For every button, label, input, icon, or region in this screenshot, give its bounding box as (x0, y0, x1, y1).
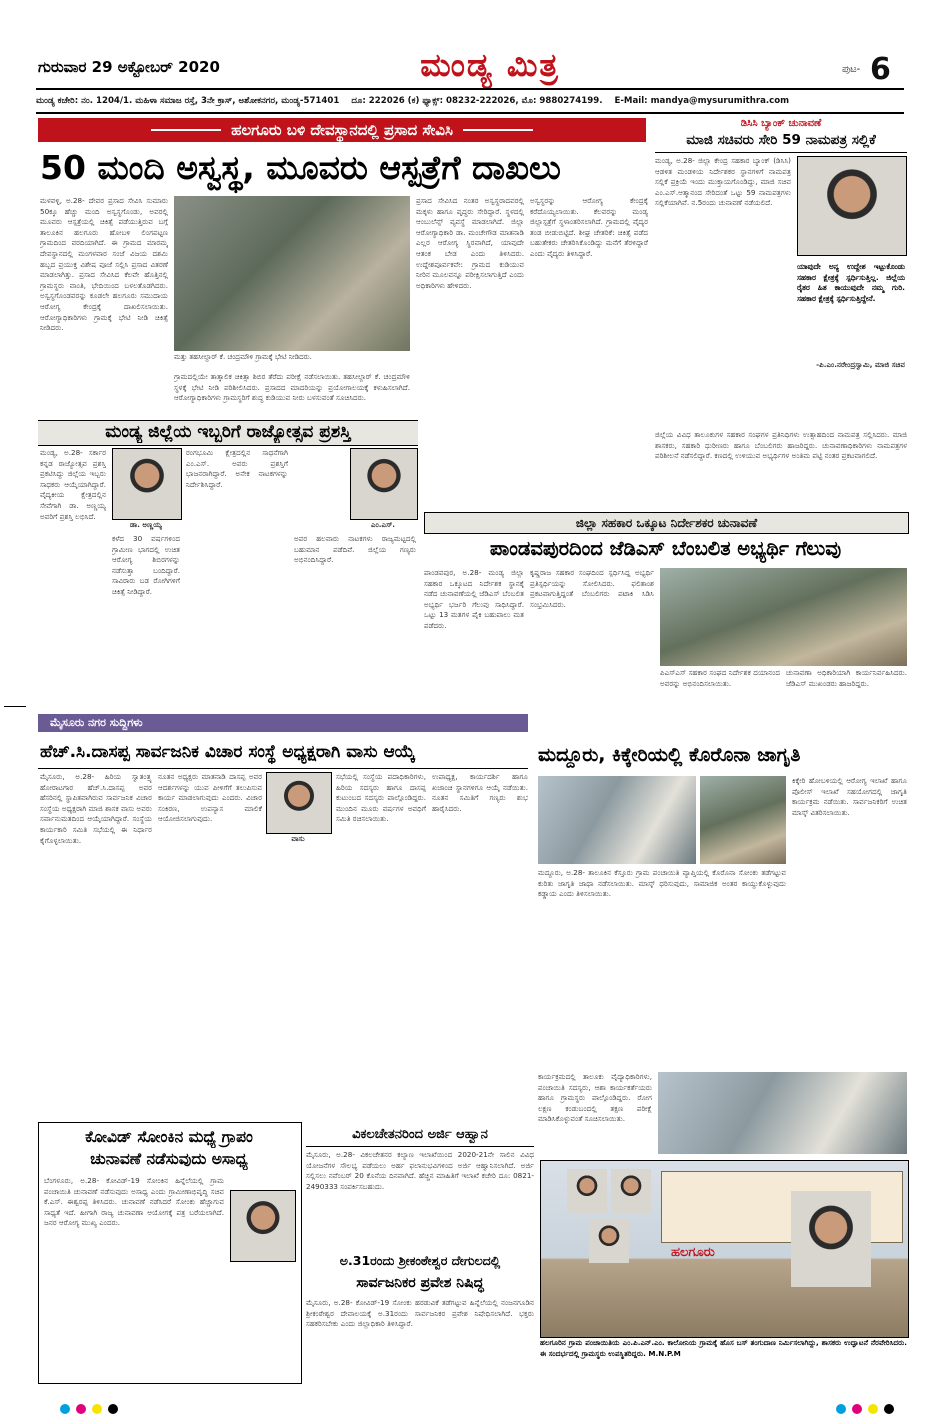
corona-headline: ಮದ್ದೂರು, ಕಿಕ್ಕೇರಿಯಲ್ಲಿ ಕೊರೊನಾ ಜಾಗೃತಿ (538, 744, 801, 766)
lead-kicker-bar (38, 118, 646, 142)
registration-mark-left (4, 706, 26, 707)
dcc-headline: ಮಾಜಿ ಸಚಿವರು ಸೇರಿ 59 ನಾಮಪತ್ರ ಸಲ್ಲಿಕೆ (686, 132, 876, 148)
corona-photo-2 (700, 776, 786, 864)
lead-body-mid: ಗ್ರಾಮದಲ್ಲಿಯೇ ತಾತ್ಕಾಲಿಕ ಚಿಕಿತ್ಸಾ ಶಿಬಿರ ತೆರೆದು ಪರೀಕ್ಷೆ ನಡೆಸಲಾಯಿತು. ತಹಸೀಲ್ದಾರ್ ಕೆ. ಚಂದ್ರಮೌಳಿ ಸ್ಥಳಕ್ಕೆ ಭೇಟಿ ನೀಡಿ ಪರಿಶೀಲಿಸಿದರು. ಪ್ರಸಾದದ ಮಾದರಿಯನ್ನು ಪ್ರಯೋಗಾಲಯಕ್ಕೆ ಕಳುಹಿಸಲಾಗಿದೆ. ಆರೋಗ್ಯಾಧಿಕಾರಿಗಳು ಗ್ರಾಮಸ್ಥರಿಗೆ ಶುದ್ಧ ಕುಡಿಯುವ ನೀರು ಬಳಸುವಂತೆ ಸೂಚಿಸಿದರು. (174, 372, 410, 403)
ceremony-portrait-4 (791, 1191, 871, 1287)
covid-headline-2: ಚುನಾವಣೆ ನಡೆಸುವುದು ಅಸಾಧ್ಯ (90, 1150, 248, 1168)
masthead-rule (36, 88, 904, 90)
mysuru-body-2: ನೂತನ ಅಧ್ಯಕ್ಷರು ಮಾತನಾಡಿ ದಾಸಪ್ಪ ಅವರ ಆದರ್ಶಗಳನ್ನು ಯುವ ಪೀಳಿಗೆಗೆ ತಲುಪಿಸುವ ಕಾರ್ಯ ಮಾಡಲಾಗುವುದು ಎಂದರು. ವಿಚಾರ ಸಂಕಿರಣ, ಉಪನ್ಯಾಸ ಮಾಲಿಕೆ ಆಯೋಜಿಸಲಾಗುವುದು. (158, 772, 262, 824)
cmyk-dot-c (60, 1404, 70, 1414)
dcc-body-bottom: ಜಿಲ್ಲೆಯ ವಿವಿಧ ತಾಲೂಕುಗಳ ಸಹಕಾರ ಸಂಘಗಳ ಪ್ರತಿನಿಧಿಗಳು ಉತ್ಸಾಹದಿಂದ ನಾಮಪತ್ರ ಸಲ್ಲಿಸಿದರು. ಮಾಜಿ ಶಾಸಕರು, ಸಹಕಾರಿ ಧುರೀಣರು ಹಾಗೂ ಬೆಂಬಲಿಗರು ಹಾಜರಿದ್ದರು. ಚುನಾವಣಾಧಿಕಾರಿಗಳು ನಾಮಪತ್ರಗಳ ಪರಿಶೀಲನೆ ನಡೆಸಲಿದ್ದಾರೆ. ಕಣದಲ್ಲಿ ಉಳಿಯುವ ಅಭ್ಯರ್ಥಿಗಳ ಅಂತಿಮ ಪಟ್ಟಿ ನಂತರ ಪ್ರಕಟವಾಗಲಿದೆ. (655, 430, 907, 461)
corona-body-2: ಕಿಕ್ಕೇರಿ ಹೋಬಳಿಯಲ್ಲಿ ಆರೋಗ್ಯ ಇಲಾಖೆ ಹಾಗೂ ಪೊಲೀಸ್ ಇಲಾಖೆ ಸಹಯೋಗದಲ್ಲಿ ಜಾಗೃತಿ ಕಾರ್ಯಕ್ರಮ ನಡೆಯಿತು. ಸಾರ್ವಜನಿಕರಿಗೆ ಉಚಿತ ಮಾಸ್ಕ್ ವಿತರಿಸಲಾಯಿತು. (792, 776, 907, 817)
address-bar (36, 92, 904, 110)
sahakara-headline: ಪಾಂಡವಪುರದಿಂದ ಜೆಡಿಎಸ್ ಬೆಂಬಲಿತ ಅಭ್ಯರ್ಥಿ ಗೆಲುವು (489, 537, 842, 560)
phone-text: ದೂ: 222026 (ಕ) ಫ್ಯಾಕ್ಸ್: 08232-222026, ಮೊ: 9880274199. (351, 96, 603, 106)
cmyk-dot-m2 (852, 1404, 862, 1414)
rajyotsava-portrait-left (112, 448, 182, 520)
rajyotsava-body-2: ಕಳೆದ 30 ವರ್ಷಗಳಿಂದ ಗ್ರಾಮೀಣ ಭಾಗದಲ್ಲಿ ಉಚಿತ ಆರೋಗ್ಯ ಶಿಬಿರಗಳನ್ನು ನಡೆಸುತ್ತಾ ಬಂದಿದ್ದಾರೆ. ಸಾವಿರಾರು ಬಡ ರೋಗಿಗಳಿಗೆ ಚಿಕಿತ್ಸೆ ನೀಡಿದ್ದಾರೆ. (112, 534, 180, 596)
ceremony-portrait-2 (611, 1169, 651, 1213)
sahakara-body-2: ಕೃಷ್ಣರಾಜ ಸಹಕಾರ ಸಂಘದಿಂದ ಸ್ಪರ್ಧಿಸಿದ್ದ ಅಭ್ಯರ್ಥಿ ಪ್ರತಿಸ್ಪರ್ಧಿಯನ್ನು ಸೋಲಿಸಿದರು. ಫಲಿತಾಂಶ ಪ್ರಕಟವಾಗುತ್ತಿದ್ದಂತೆ ಬೆಂಬಲಿಗರು ಪಟಾಕಿ ಸಿಡಿಸಿ ಸಂಭ್ರಮಿಸಿದರು. (530, 568, 654, 609)
covid-headline-1: ಕೋವಿಡ್ ಸೋಂಕಿನ ಮಧ್ಯೆ ಗ್ರಾಪಂ (85, 1128, 253, 1146)
mysuru-headline: ಹೆಚ್.ಸಿ.ದಾಸಪ್ಪ ಸಾರ್ವಜನಿಕ ವಿಚಾರ ಸಂಸ್ಥೆ ಅಧ್ಯಕ್ಷರಾಗಿ ವಾಸು ಆಯ್ಕೆ (40, 742, 416, 762)
email-text: E-Mail: mandya@mysurumithra.com (614, 96, 790, 106)
mysuru-body-1: ಮೈಸೂರು, ಅ.28- ಹಿರಿಯ ಸ್ವಾತಂತ್ರ್ಯ ಹೋರಾಟಗಾರ ಹೆಚ್.ಸಿ.ದಾಸಪ್ಪ ಅವರ ಹೆಸರಿನಲ್ಲಿ ಸ್ಥಾಪಿತವಾಗಿರುವ ಸಾರ್ವಜನಿಕ ವಿಚಾರ ಸಂಸ್ಥೆಯ ಅಧ್ಯಕ್ಷರಾಗಿ ಮಾಜಿ ಶಾಸಕ ವಾಸು ಅವರು ಸರ್ವಾನುಮತದಿಂದ ಆಯ್ಕೆಯಾಗಿದ್ದಾರೆ. ಸಂಸ್ಥೆಯ ಕಾರ್ಯಕಾರಿ ಸಮಿತಿ ಸಭೆಯಲ್ಲಿ ಈ ನಿರ್ಧಾರ ಕೈಗೊಳ್ಳಲಾಯಿತು. (40, 772, 152, 845)
lead-body-left: ಮಳವಳ್ಳಿ, ಅ.28- ದೇವರ ಪ್ರಸಾದ ಸೇವಿಸಿ ಸುಮಾರು 50ಕ್ಕೂ ಹೆಚ್ಚು ಮಂದಿ ಅಸ್ವಸ್ಥಗೊಂಡು, ಅವರಲ್ಲಿ ಮೂವರು ಆಸ್ಪತ್ರೆಯಲ್ಲಿ ಚಿಕಿತ್ಸೆ ಪಡೆಯುತ್ತಿರುವ ಬಗ್ಗೆ ತಾಲೂಕಿನ ಹಲಗೂರು ಹೋಬಳಿ ಲಿಂಗಪಟ್ಟಣ ಗ್ರಾಮದಿಂದ ವರದಿಯಾಗಿದೆ. ಈ ಗ್ರಾಮದ ಮಾರಮ್ಮ ದೇವಸ್ಥಾನದಲ್ಲಿ ಮಂಗಳವಾರ ಸಂಜೆ ವಿಜಯ ದಶಮಿ ಹಬ್ಬದ ಪ್ರಯುಕ್ತ ವಿಶೇಷ ಪೂಜೆ ಸಲ್ಲಿಸಿ ಪ್ರಸಾದ ವಿತರಣೆ ಮಾಡಲಾಗಿತ್ತು. ಪ್ರಸಾದ ಸೇವಿಸಿದ ಕೆಲವೇ ಹೊತ್ತಿನಲ್ಲಿ ಗ್ರಾಮಸ್ಥರು ವಾಂತಿ, ಭೇದಿಯಿಂದ ಬಳಲತೊಡಗಿದರು. ಅಸ್ವಸ್ಥಗೊಂಡವರನ್ನು ಕೂಡಲೇ ಹಲಗೂರು ಸಮುದಾಯ ಆರೋಗ್ಯ ಕೇಂದ್ರಕ್ಕೆ ದಾಖಲಿಸಲಾಯಿತು. ಆರೋಗ್ಯಾಧಿಕಾರಿಗಳು ಗ್ರಾಮಕ್ಕೆ ಭೇಟಿ ನೀಡಿ ಚಿಕಿತ್ಸೆ ನೀಡಿದರು. (40, 196, 168, 333)
rajyotsava-portrait-right (350, 448, 418, 520)
address-rule (36, 112, 904, 114)
masthead-date: ಗುರುವಾರ 29 ಅಕ್ಟೋಬರ್ 2020 (38, 58, 220, 76)
mysuru-portrait (266, 772, 332, 834)
rajyotsava-headline: ಮಂಡ್ಯ ಜಿಲ್ಲೆಯ ಇಬ್ಬರಿಗೆ ರಾಜ್ಯೋತ್ಸವ ಪ್ರಶಸ್ತಿ (105, 422, 351, 442)
dcc-portrait (797, 156, 907, 256)
ceremony-caption: ಹಲಗೂರಿನ ಗ್ರಾಮ ಪಂಚಾಯಿತಿಯ ಎಂ.ಪಿ.ಎನ್.ಎಂ. ಕಾಲೋನಿಯ ಗ್ರಾಮಕ್ಕೆ ಹೊಸ ಬಸ್ ತಂಗುದಾಣ ನಿರ್ಮಿಸಲಾಗಿದ್ದು, ಶಾಸಕರು ಉದ್ಘಾಟನೆ ನೆರವೇರಿಸಿದರು. ಈ ಸಂದರ್ಭದಲ್ಲಿ ಗ್ರಾಮಸ್ಥರು ಉಪಸ್ಥಿತರಿದ್ದರು. M.N.P.M (540, 1338, 907, 1358)
lead-photo-caption: ಮತ್ತು ತಹಸೀಲ್ದಾರ್ ಕೆ. ಚಂದ್ರಮೌಳಿ ಗ್ರಾಮಕ್ಕೆ ಭೇಟಿ ನೀಡಿದರು. (174, 353, 312, 361)
cmyk-dot-k (108, 1404, 118, 1414)
corona-body-1: ಮದ್ದೂರು, ಅ.28- ತಾಲೂಕಿನ ಕೆಸ್ತೂರು ಗ್ರಾಮ ಪಂಚಾಯಿತಿ ವ್ಯಾಪ್ತಿಯಲ್ಲಿ ಕೊರೊನಾ ಸೋಂಕು ತಡೆಗಟ್ಟುವ ಕುರಿತು ಜಾಗೃತಿ ಜಾಥಾ ನಡೆಸಲಾಯಿತು. ಮಾಸ್ಕ್ ಧರಿಸುವುದು, ಸಾಮಾಜಿಕ ಅಂತರ ಕಾಯ್ದುಕೊಳ್ಳುವುದು ಕಡ್ಡಾಯ ಎಂದು ತಿಳಿಸಲಾಯಿತು. (538, 868, 786, 899)
corona-body-3: ಕಾರ್ಯಕ್ರಮದಲ್ಲಿ ತಾಲೂಕು ವೈದ್ಯಾಧಿಕಾರಿಗಳು, ಪಂಚಾಯಿತಿ ಸದಸ್ಯರು, ಆಶಾ ಕಾರ್ಯಕರ್ತೆಯರು ಹಾಗೂ ಗ್ರಾಮಸ್ಥರು ಪಾಲ್ಗೊಂಡಿದ್ದರು. ರೋಗ ಲಕ್ಷಣ ಕಂಡುಬಂದಲ್ಲಿ ತಕ್ಷಣ ಪರೀಕ್ಷೆ ಮಾಡಿಸಿಕೊಳ್ಳುವಂತೆ ಸೂಚಿಸಲಾಯಿತು. (538, 1072, 652, 1124)
corona-photo-1 (538, 776, 696, 864)
vikala-body: ಮೈಸೂರು, ಅ.28- ವಿಕಲಚೇತನರ ಕಲ್ಯಾಣ ಇಲಾಖೆಯಿಂದ 2020-21ನೇ ಸಾಲಿನ ವಿವಿಧ ಯೋಜನೆಗಳ ಸೌಲಭ್ಯ ಪಡೆಯಲು ಅರ್ಹ ಫಲಾನುಭವಿಗಳಿಂದ ಅರ್ಜಿ ಆಹ್ವಾನಿಸಲಾಗಿದೆ. ಅರ್ಜಿ ಸಲ್ಲಿಸಲು ನವೆಂಬರ್ 20 ಕೊನೆಯ ದಿನವಾಗಿದೆ. ಹೆಚ್ಚಿನ ಮಾಹಿತಿಗೆ ಇಲಾಖೆ ಕಚೇರಿ ದೂ: 0821-2490333 ಸಂಪರ್ಕಿಸಬಹುದು. (306, 1150, 534, 1191)
address-text: ಮಂಡ್ಯ ಕಚೇರಿ: ನಂ. 1204/1. ಮಹಿಳಾ ಸಮಾಜ ರಸ್ತೆ, 3ನೇ ಕ್ರಾಸ್, ಅಶೋಕನಗರ, ಮಂಡ್ಯ-571401 (36, 96, 340, 106)
cmyk-dot-y (92, 1404, 102, 1414)
lead-kicker: ಹಲಗೂರು ಬಳಿ ದೇವಸ್ಥಾನದಲ್ಲಿ ಪ್ರಸಾದ ಸೇವಿಸಿ (231, 121, 453, 139)
corona-photo-3 (658, 1072, 907, 1154)
temple-body: ಮೈಸೂರು, ಅ.28- ಕೋವಿಡ್-19 ಸೋಂಕು ಹರಡುವಿಕೆ ತಡೆಗಟ್ಟುವ ಹಿನ್ನೆಲೆಯಲ್ಲಿ ನಂಜನಗೂಡಿನ ಶ್ರೀಕಂಠೇಶ್ವರ ದೇವಾಲಯಕ್ಕೆ ಅ.31ರಂದು ಸಾರ್ವಜನಿಕರ ಪ್ರವೇಶ ನಿಷೇಧಿಸಲಾಗಿದೆ. ಭಕ್ತರು ಸಹಕರಿಸಬೇಕು ಎಂದು ಜಿಲ್ಲಾಧಿಕಾರಿ ತಿಳಿಸಿದ್ದಾರೆ. (306, 1298, 534, 1329)
sahakara-photo (660, 568, 907, 666)
mysuru-body-4: ಉಪಾಧ್ಯಕ್ಷ, ಕಾರ್ಯದರ್ಶಿ ಹಾಗೂ ಖಜಾಂಚಿ ಸ್ಥಾನಗಳಿಗೂ ಆಯ್ಕೆ ನಡೆಯಿತು. ನೂತನ ಸಮಿತಿಗೆ ಗಣ್ಯರು ಶುಭ ಹಾರೈಸಿದರು. (432, 772, 528, 813)
dcc-kicker: ಡಿಸಿಸಿ ಬ್ಯಾಂಕ್ ಚುನಾವಣೆ (740, 118, 822, 129)
rajyotsava-body-4: ಅವರ ಹಲವಾರು ನಾಟಕಗಳು ರಾಜ್ಯಮಟ್ಟದಲ್ಲಿ ಬಹುಮಾನ ಪಡೆದಿವೆ. ಜಿಲ್ಲೆಯ ಗಣ್ಯರು ಅಭಿನಂದಿಸಿದ್ದಾರೆ. (294, 534, 416, 565)
rajyotsava-body-1: ಮಂಡ್ಯ, ಅ.28- ಸರ್ಕಾರ ಕನ್ನಡ ರಾಜ್ಯೋತ್ಸವ ಪ್ರಶಸ್ತಿ ಪ್ರಕಟಿಸಿದ್ದು ಜಿಲ್ಲೆಯ ಇಬ್ಬರು ಸಾಧಕರು ಆಯ್ಕೆಯಾಗಿದ್ದಾರೆ. ವೈದ್ಯಕೀಯ ಕ್ಷೇತ್ರದಲ್ಲಿನ ಸೇವೆಗಾಗಿ ಡಾ. ಅಣ್ಣಯ್ಯ ಅವರಿಗೆ ಪ್ರಶಸ್ತಿ ಲಭಿಸಿದೆ. (40, 448, 106, 521)
ceremony-banner-text: ಹಲಗೂರು (671, 1245, 715, 1260)
cmyk-dot-k2 (884, 1404, 894, 1414)
covid-body: ಬೆಂಗಳೂರು, ಅ.28- ಕೋವಿಡ್-19 ಸೋಂಕಿನ ಹಿನ್ನೆಲೆಯಲ್ಲಿ ಗ್ರಾಮ ಪಂಚಾಯಿತಿ ಚುನಾವಣೆ ನಡೆಸುವುದು ಅಸಾಧ್ಯ ಎಂದು ಗ್ರಾಮೀಣಾಭಿವೃದ್ಧಿ ಸಚಿವ ಕೆ.ಎಸ್. ಈಶ್ವರಪ್ಪ ತಿಳಿಸಿದರು. ಚುನಾವಣೆ ನಡೆಸಿದರೆ ಸೋಂಕು ಹೆಚ್ಚಾಗುವ ಸಾಧ್ಯತೆ ಇದೆ. ಹೀಗಾಗಿ ರಾಜ್ಯ ಚುನಾವಣಾ ಆಯೋಗಕ್ಕೆ ಪತ್ರ ಬರೆಯಲಾಗಿದೆ. ಜನರ ಆರೋಗ್ಯ ಮುಖ್ಯ ಎಂದರು. (44, 1176, 224, 1228)
ceremony-portrait-3 (589, 1219, 629, 1263)
lead-side-col: ಅಸ್ವಸ್ಥರನ್ನು ಆರೋಗ್ಯ ಕೇಂದ್ರಕ್ಕೆ ಕರೆದೊಯ್ಯಲಾಯಿತು. ಕೆಲವರನ್ನು ಮಂಡ್ಯ ಜಿಲ್ಲಾಸ್ಪತ್ರೆಗೆ ಸ್ಥಳಾಂತರಿಸಲಾಗಿದೆ. ಗ್ರಾಮದಲ್ಲಿ ವೈದ್ಯರ ತಂಡ ಬೀಡುಬಿಟ್ಟಿದೆ. ಶೀಘ್ರ ಚೇತರಿಕೆ: ಚಿಕಿತ್ಸೆ ಪಡೆದ ಬಹುತೇಕರು ಚೇತರಿಸಿಕೊಂಡಿದ್ದು ಮನೆಗೆ ತೆರಳಿದ್ದಾರೆ ಎಂದು ವೈದ್ಯರು ತಿಳಿಸಿದ್ದಾರೆ. (530, 196, 648, 258)
sahakara-kicker-bar (424, 512, 909, 534)
rajyotsava-body-3: ರಂಗಭೂಮಿ ಕ್ಷೇತ್ರದಲ್ಲಿನ ಸಾಧನೆಗಾಗಿ ಎಂ.ಎಸ್. ಅವರು ಪ್ರಶಸ್ತಿಗೆ ಭಾಜನರಾಗಿದ್ದಾರೆ. ಅನೇಕ ನಾಟಕಗಳನ್ನು ನಿರ್ದೇಶಿಸಿದ್ದಾರೆ. (186, 448, 288, 489)
rajyotsava-caption-left: ಡಾ. ಅಣ್ಣಯ್ಯ (130, 520, 162, 529)
cmyk-dot-y2 (868, 1404, 878, 1414)
mysuru-bar-label: ಮೈಸೂರು ನಗರ ಸುದ್ದಿಗಳು (50, 716, 143, 729)
lead-headline: 50 ಮಂದಿ ಅಸ್ವಸ್ಥ, ಮೂವರು ಆಸ್ಪತ್ರೆಗೆ ದಾಖಲು (40, 148, 561, 187)
sahakara-kicker: ಜಿಲ್ಲಾ ಸಹಕಾರ ಒಕ್ಕೂಟ ನಿರ್ದೇಶಕರ ಚುನಾವಣೆ (575, 515, 758, 530)
temple-headline-1: ಅ.31ರಂದು ಶ್ರೀಕಂಠೇಶ್ವರ ದೇಗುಲದಲ್ಲಿ (339, 1253, 501, 1268)
covid-portrait (230, 1190, 296, 1262)
sahakara-body-1: ಪಾಂಡವಪುರ, ಅ.28- ಮಂಡ್ಯ ಜಿಲ್ಲಾ ಸಹಕಾರ ಒಕ್ಕೂಟದ ನಿರ್ದೇಶಕ ಸ್ಥಾನಕ್ಕೆ ನಡೆದ ಚುನಾವಣೆಯಲ್ಲಿ ಜೆಡಿಎಸ್ ಬೆಂಬಲಿತ ಅಭ್ಯರ್ಥಿ ಭರ್ಜರಿ ಗೆಲುವು ಸಾಧಿಸಿದ್ದಾರೆ. ಒಟ್ಟು 13 ಮತಗಳ ಪೈಕಿ ಬಹುಪಾಲು ಮತ ಪಡೆದರು. (424, 568, 524, 630)
mysuru-caption: ವಾಸು (291, 834, 305, 843)
sahakara-caption-1: ಪಿಎಸ್‌ಎಸ್ ಸಹಕಾರ ಸಂಘದ ನಿರ್ದೇಶಕ ದಯಾನಂದ ಅವರನ್ನು ಅಭಿನಂದಿಸಲಾಯಿತು. (660, 668, 780, 688)
ceremony-photo (540, 1160, 909, 1338)
rajyotsava-caption-right: ಎಂ.ಎಸ್. (370, 520, 396, 529)
lead-photo (174, 196, 410, 351)
cmyk-dot-c2 (836, 1404, 846, 1414)
page-number: 6 (870, 52, 891, 87)
masthead-logo: ಮಂಡ್ಯ ಮಿತ್ರ (420, 46, 560, 84)
mysuru-body-3: ಸಭೆಯಲ್ಲಿ ಸಂಸ್ಥೆಯ ಪದಾಧಿಕಾರಿಗಳು, ಹಿರಿಯ ಸದಸ್ಯರು ಹಾಗೂ ದಾಸಪ್ಪ ಕುಟುಂಬದ ಸದಸ್ಯರು ಪಾಲ್ಗೊಂಡಿದ್ದರು. ಮುಂದಿನ ಮೂರು ವರ್ಷಗಳ ಅವಧಿಗೆ ಸಮಿತಿ ರಚಿಸಲಾಯಿತು. (336, 772, 426, 824)
sahakara-caption-2: ಚುನಾವಣಾ ಅಧಿಕಾರಿಯಾಗಿ ಕಾರ್ಯನಿರ್ವಹಿಸಿದರು. ಜೆಡಿಎಸ್ ಮುಖಂಡರು ಹಾಜರಿದ್ದರು. (786, 668, 907, 688)
lead-body-right: ಪ್ರಸಾದ ಸೇವಿಸಿದ ನಂತರ ಅಸ್ವಸ್ಥರಾದವರಲ್ಲಿ ಮಕ್ಕಳು ಹಾಗೂ ವೃದ್ಧರು ಸೇರಿದ್ದಾರೆ. ಸ್ಥಳದಲ್ಲಿ ಆಂಬುಲೆನ್ಸ್ ವ್ಯವಸ್ಥೆ ಮಾಡಲಾಗಿದೆ. ಜಿಲ್ಲಾ ಆರೋಗ್ಯಾಧಿಕಾರಿ ಡಾ. ಮಂಚೇಗೌಡ ಮಾತನಾಡಿ ಎಲ್ಲರ ಆರೋಗ್ಯ ಸ್ಥಿರವಾಗಿದೆ, ಯಾವುದೇ ಆತಂಕ ಬೇಡ ಎಂದು ತಿಳಿಸಿದರು. ಉದ್ದೇಶಪೂರ್ವಕವೇ: ಗ್ರಾಮದ ಕುಡಿಯುವ ನೀರಿನ ಮೂಲವನ್ನೂ ಪರೀಕ್ಷಿಸಲಾಗುತ್ತಿದೆ ಎಂದು ಅಧಿಕಾರಿಗಳು ಹೇಳಿದರು. (416, 196, 524, 290)
dcc-quote-attr: -ಪಿ.ಎಂ.ನರೇಂದ್ರಸ್ವಾಮಿ, ಮಾಜಿ ಸಚಿವ (816, 360, 905, 369)
temple-headline-2: ಸಾರ್ವಜನಿಕರ ಪ್ರವೇಶ ನಿಷಿದ್ಧ (356, 1275, 484, 1291)
cmyk-dot-m (76, 1404, 86, 1414)
mysuru-bar (38, 714, 528, 732)
ceremony-portrait-1 (567, 1169, 607, 1213)
dcc-quote: ಯಾವುದೇ ಅನ್ಯ ಉದ್ದೇಶ ಇಟ್ಟುಕೊಂಡು ಸಹಕಾರ ಕ್ಷೇತ್ರಕ್ಕೆ ಸ್ಪರ್ಧಿಸುತ್ತಿಲ್ಲ. ಜಿಲ್ಲೆಯ ರೈತರ ಹಿತ ಕಾಯುವುದೇ ನಮ್ಮ ಗುರಿ. ಸಹಕಾರ ಕ್ಷೇತ್ರಕ್ಕೆ ಸ್ಪರ್ಧಿಸುತ್ತಿದ್ದೇನೆ. (797, 262, 905, 303)
page-label: ಪುಟ- (842, 64, 861, 75)
dcc-body-top: ಮಂಡ್ಯ, ಅ.28- ಜಿಲ್ಲಾ ಕೇಂದ್ರ ಸಹಕಾರ ಬ್ಯಾಂಕ್ (ಡಿಸಿಸಿ) ಆಡಳಿತ ಮಂಡಳಿಯ ನಿರ್ದೇಶಕರ ಸ್ಥಾನಗಳಿಗೆ ನಾಮಪತ್ರ ಸಲ್ಲಿಕೆ ಪ್ರಕ್ರಿಯೆ ಇಂದು ಮುಕ್ತಾಯಗೊಂಡಿದ್ದು, ಮಾಜಿ ಸಚಿವ ಎಂ.ಎಸ್.ಆತ್ಮಾನಂದ ಸೇರಿದಂತೆ ಒಟ್ಟು 59 ನಾಮಪತ್ರಗಳು ಸಲ್ಲಿಕೆಯಾಗಿವೆ. ನ.5ರಂದು ಚುನಾವಣೆ ನಡೆಯಲಿದೆ. (655, 156, 791, 208)
vikala-headline: ವಿಕಲಚೇತನರಿಂದ ಅರ್ಜಿ ಆಹ್ವಾನ (352, 1127, 488, 1142)
